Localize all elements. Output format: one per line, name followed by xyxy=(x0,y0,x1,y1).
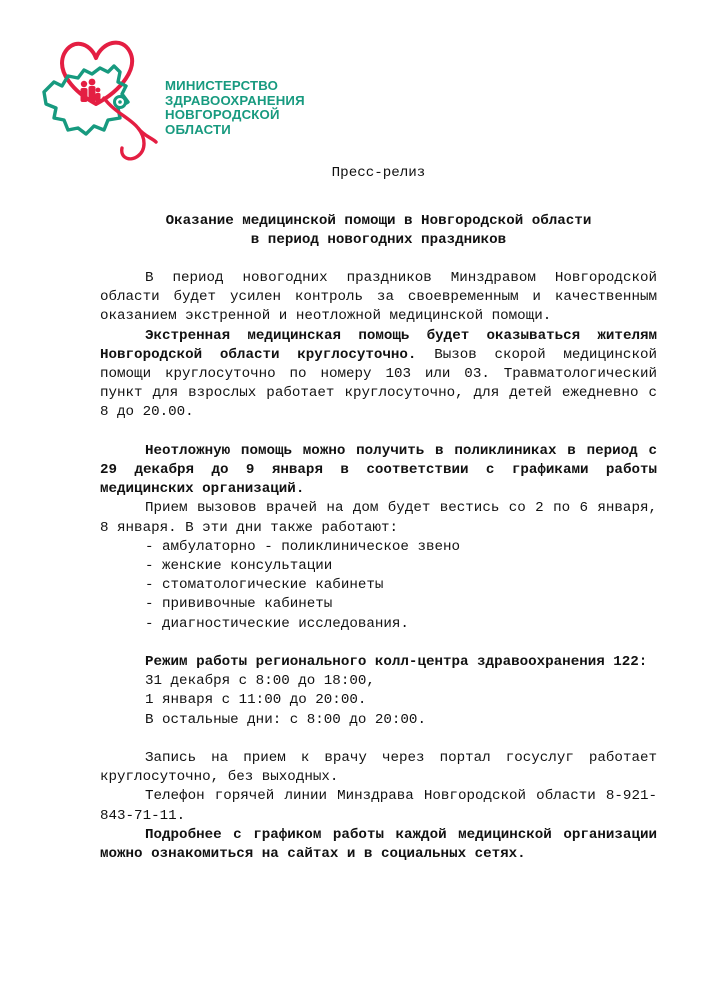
paragraph-urgent-care: Неотложную помощь можно получить в поликлиниках в период с 29 декабря до 9 января в соответствии с графиками работы медицинских организаций. xyxy=(100,442,657,498)
ministry-name-line: НОВГОРОДСКОЙ xyxy=(165,107,280,122)
document-body xyxy=(100,269,657,864)
call-center-schedule xyxy=(100,672,657,730)
list-item: В остальные дни: с 8:00 до 20:00. xyxy=(145,711,426,728)
emergency-highlight: Экстренная медицинская помощь будет оказываться жителям Новгородской области круглосуточно. xyxy=(100,327,657,363)
list-item: - стоматологические кабинеты xyxy=(145,577,384,594)
list-item: 1 января с 11:00 до 20:00. xyxy=(145,692,367,709)
paragraph-gosuslugi: Запись на прием к врачу через портал госуслуг работает круглосуточно, без выходных. xyxy=(100,750,657,786)
list-item: - диагностические исследования. xyxy=(145,615,409,632)
document-title xyxy=(100,212,657,250)
paragraph-hotline: Телефон горячей линии Минздрава Новгородской области 8-921-843-71-11. xyxy=(100,788,657,824)
list-item: - амбулаторно - поликлиническое звено xyxy=(145,538,461,555)
list-item: - прививочные кабинеты xyxy=(145,596,333,613)
services-list xyxy=(100,538,657,634)
paragraph-home-visits: Прием вызовов врачей на дом будет вестись со 2 по 6 января, 8 января. В эти дни также работают: xyxy=(100,500,657,536)
emergency-details: Вызов скорой медицинской помощи круглосуточно по номеру 103 или 03. Травматологический пункт для взрослых работает круглосуточно, для детей ежедневно с 8 до 20.00. xyxy=(100,346,657,421)
paragraph-emergency xyxy=(100,327,657,423)
stethoscope-icon xyxy=(104,98,156,159)
ministry-name-line: ОБЛАСТИ xyxy=(165,121,231,137)
ministry-logo xyxy=(34,32,174,164)
list-item: - женские консультации xyxy=(145,558,333,575)
title-line-2: в период новогодних праздников xyxy=(250,232,507,248)
paragraph-more-info: Подробнее с графиком работы каждой медицинской организации можно ознакомиться на сайтах и в социальных сетях. xyxy=(100,826,657,863)
family-icon xyxy=(81,79,101,102)
press-release-label: Пресс-релиз xyxy=(331,165,426,181)
list-item: 31 декабря с 8:00 до 18:00, xyxy=(145,673,375,690)
ministry-name-line: ЗДРАВООХРАНЕНИЯ xyxy=(165,92,305,108)
ministry-name-line: МИНИСТЕРСТВО xyxy=(165,78,279,93)
paragraph-intro: В период новогодних праздников Минздравом Новгородской области будет усилен контроль за своевременным и качественным оказанием экстренной и неотложной медицинской помощи. xyxy=(100,270,657,325)
ministry-name xyxy=(165,79,345,137)
title-line-1: Оказание медицинской помощи в Новгородской области xyxy=(165,213,592,229)
call-center-heading: Режим работы регионального колл-центра здравоохранения 122: xyxy=(145,654,648,671)
